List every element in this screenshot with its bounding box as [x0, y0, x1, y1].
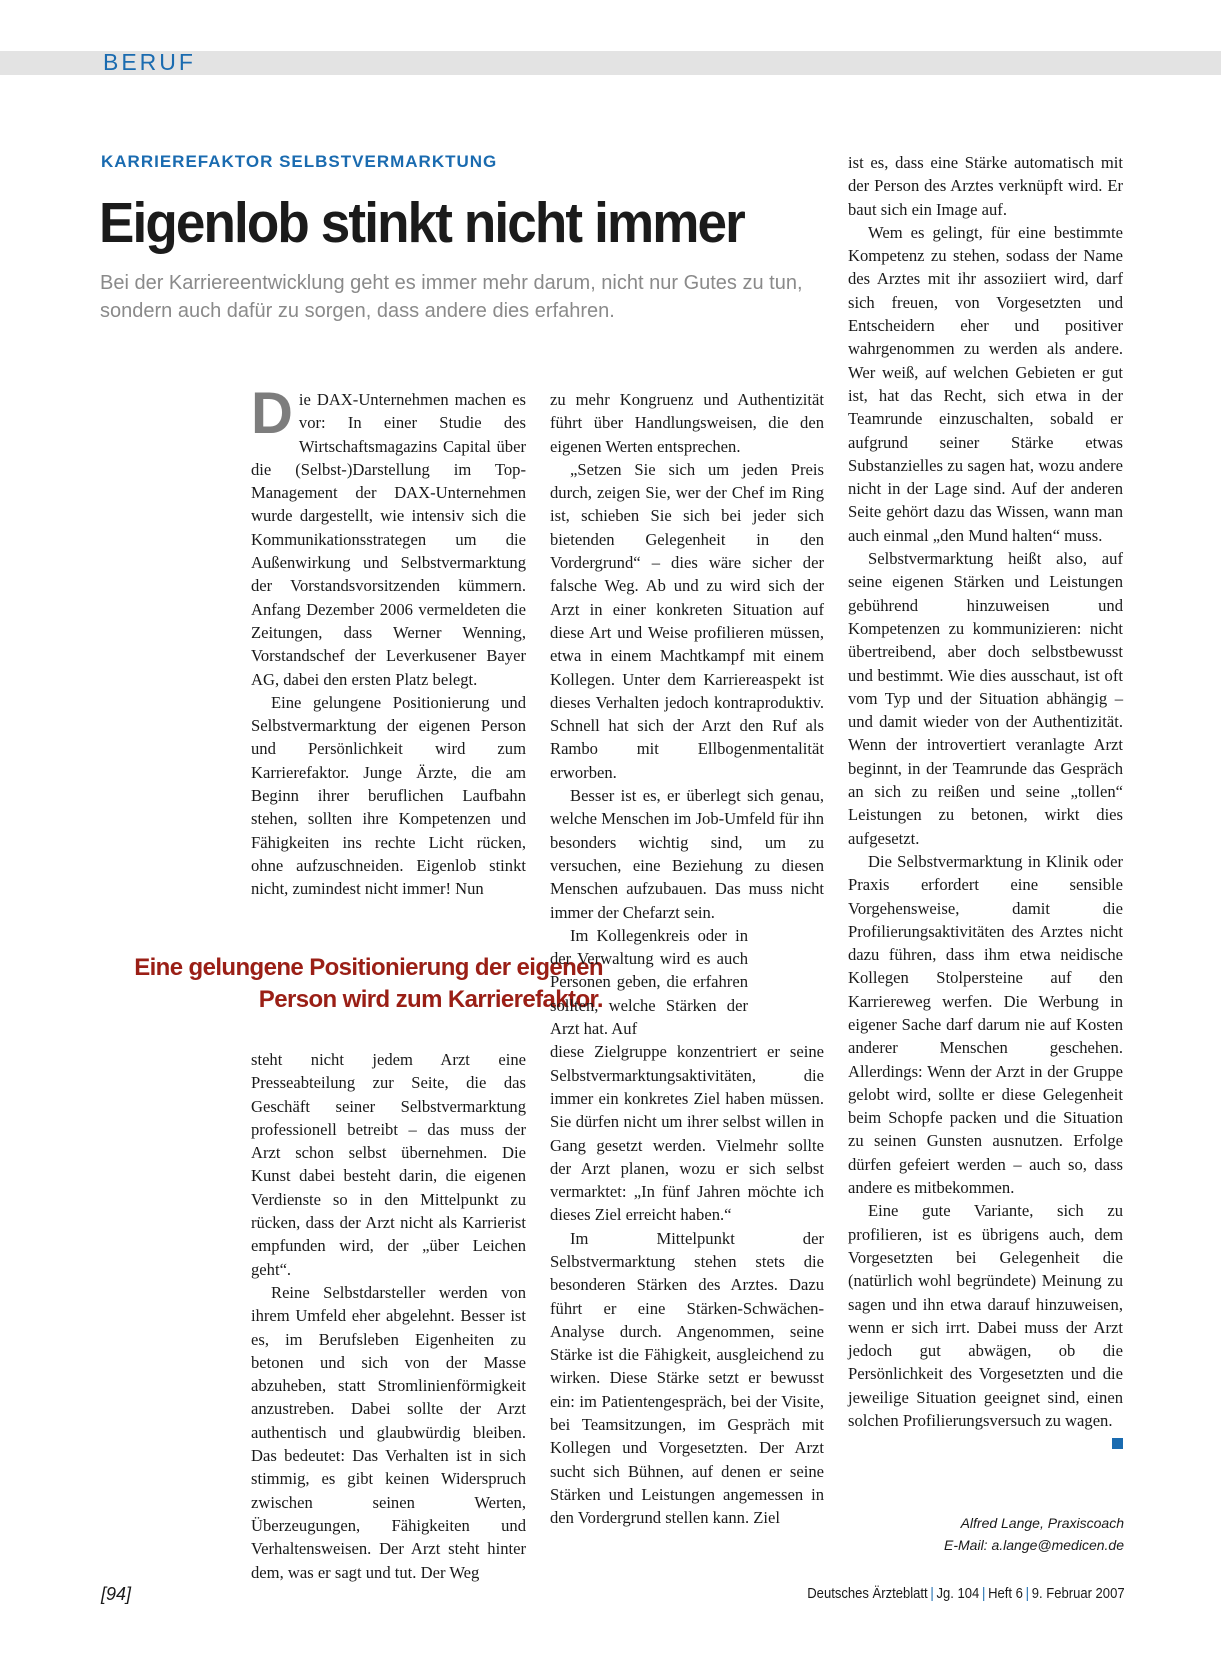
separator: |	[982, 1586, 986, 1602]
volume: Jg. 104	[936, 1586, 980, 1602]
paragraph: Die Selbstvermarktung in Klinik oder Praxis erfordert eine sensible Vorgehensweise, damit die Profilierungsaktivitäten des Arztes nicht dazu führen, dass ihm etwa neidische Kollegen Stolpersteine auf den Karriereweg werfen. Die Werbung in eigener Sache darf darum nie auf Kosten anderer Menschen geschehen. Allerdings: Wenn der Arzt in der Gruppe gelobt wird, sollte er diese Gelegenheit beim Schopfe packen und die Situation zu seinen Gunsten ausnutzen. Erfolge dürfen gefeiert werden – auch so, dass andere es mitbekommen.	[848, 851, 1123, 1198]
author-block	[824, 1512, 1124, 1556]
paragraph: Eine gelungene Positionierung und Selbstvermarktung der eigenen Person und Persönlichkeit wird zum Karrierefaktor. Junge Ärzte, die am Beginn ihrer beruflichen Laufbahn stehen, sollten ihre Kompetenzen und Fähigkeiten ins rechte Licht rücken, ohne aufzuschneiden. Eigenlob stinkt nicht, zumindest nicht immer! Nun	[251, 692, 526, 899]
paragraph: Besser ist es, er überlegt sich genau, welche Menschen im Job-Umfeld für ihn besonders wichtig sind, um zu versuchen, eine Beziehung zu diesen Menschen aufzubauen. Das muss nicht immer der Chefarzt sein.	[550, 786, 824, 922]
column-3	[848, 151, 1123, 1449]
paragraph: „Setzen Sie sich um jeden Preis durch, zeigen Sie, wer der Chef im Ring ist, schieben Sie sich bei jeder sich bietenden Gelegenheit in den Vordergrund“ – dies wäre sicher der falsche Weg. Ab und zu wird sich der Arzt in einer konkreten Situation auf diese Art und Weise profilieren müssen, etwa in einem Machtkampf mit einem Kollegen. Unter dem Karriereaspekt ist dieses Verhalten jedoch kontraproduktiv. Schnell hat sich der Arzt den Ruf als Rambo mit Ellbogenmentalität erworben.	[550, 459, 824, 782]
column-1-bottom	[251, 1048, 526, 1584]
journal-name: Deutsches Ärzteblatt	[807, 1586, 929, 1602]
article-subhead: Bei der Karriereentwicklung geht es immer mehr darum, nicht nur Gutes zu tun, sondern auch dafür zu sorgen, dass andere dies erfahren.	[100, 272, 803, 322]
section-label: BERUF	[103, 49, 196, 75]
paragraph: diese Zielgruppe konzentriert er seine Selbstvermarktungsaktivitäten, die immer ein konkretes Ziel haben müssen. Sie dürfen nicht um ihrer selbst willen in Gang gesetzt werden. Vielmehr sollte der Arzt planen, wozu er sich selbst vermarktet: „In fünf Jahren möchte ich dieses Ziel erreicht haben.“	[550, 1042, 824, 1225]
issue-date: 9. Februar 2007	[1032, 1586, 1125, 1602]
article-headline: Eigenlob stinkt nicht immer	[99, 191, 744, 255]
column-1-top	[251, 381, 526, 901]
drop-cap: D	[251, 381, 293, 446]
paragraph: Wem es gelingt, für eine bestimmte Kompetenz zu stehen, sodass der Name des Arztes mit ihr assoziiert wird, darf sich freuen, von Vorgesetzten und Entscheidern eher und positiver wahrgenommen zu werden als andere. Wer weiß, auf welchen Gebieten er gut ist, hat das Recht, sich etwa in der Teamrunde einzuschalten, sobald er aufgrund seiner Stärke etwas Substanzielles zu sagen hat, wozu andere nicht in der Lage sind. Auf der anderen Seite gehört dazu das Wissen, wann man auch einmal „den Mund halten“ muss.	[848, 222, 1123, 545]
paragraph: Selbstvermarktung heißt also, auf seine eigenen Stärken und Leistungen gebührend hinzuweisen und Kompetenzen zu kommunizieren: nicht übertreibend, aber doch selbstbewusst und bestimmt. Wie dies ausschaut, ist oft vom Typ und der Situation abhängig – und damit wieder von der Authentizität. Wenn der introvertiert veranlagte Arzt beginnt, in der Teamrunde das Gespräch an sich zu reißen und seine „tollen“ Leistungen zu betonen, wirkt dies aufgesetzt.	[848, 549, 1123, 848]
paragraph: Reine Selbstdarsteller werden von ihrem Umfeld eher abgelehnt. Besser ist es, im Berufsleben Eigenheiten zu betonen und sich von der Masse abzuheben, statt Stromlinienförmigkeit anzustreben. Dabei sollte der Arzt authentisch und glaubwürdig bleiben. Das bedeutet: Das Verhalten ist in sich stimmig, es gibt keinen Widerspruch zwischen seinen Werten, Überzeugungen, Fähigkeiten und Verhaltensweisen. Der Arzt steht hinter dem, was er sagt und tut. Der Weg	[251, 1282, 526, 1582]
column-2	[550, 388, 824, 1530]
separator: |	[1026, 1586, 1030, 1602]
paragraph: Im Mittelpunkt der Selbstvermarktung stehen stets die besonderen Stärken des Arztes. Dazu führt er eine Stärken-Schwächen-Analyse durch. Angenommen, seine Stärke ist die Fähigkeit, ausgleichend zu wirken. Diese Stärke setzt er bewusst ein: im Patientengespräch, bei der Visite, bei Teamsitzungen, im Gespräch mit Kollegen und Vorgesetzten. Der Arzt sucht sich Bühnen, auf denen er seine Stärken und Leistungen angemessen in den Vordergrund stellen kann. Ziel	[550, 1228, 824, 1528]
issue: Heft 6	[988, 1586, 1024, 1602]
pull-quote: Eine gelungene Positionierung der eigenen Person wird zum Karrierefaktor.	[134, 954, 603, 1013]
paragraph: Eine gute Variante, sich zu profilieren, ist es übrigens auch, dem Vorgesetzten bei Gelegenheit die (natürlich wohl begründete) Meinung zu sagen und ihn etwa darauf hinzuweisen, wenn er sich irrt. Dabei muss der Arzt jedoch gut abwägen, ob die Persönlichkeit des Vorgesetzten und die jeweilige Situation geeignet sind, einen solchen Profilierungsversuch zu wagen.	[848, 1199, 1123, 1432]
article-kicker: KARRIEREFAKTOR SELBSTVERMARKTUNG	[101, 152, 498, 171]
paragraph: Im Kollegenkreis oder in der Verwaltung wird es auch Personen geben, die erfahren sollten, welche Stärken der Arzt hat. Auf	[550, 925, 748, 1039]
page-number: [94]	[101, 1584, 132, 1604]
paragraph: Die DAX-Unternehmen machen es vor: In einer Studie des Wirtschaftsmagazins Capital über die (Selbst-)Darstellung im Top-Management der DAX-Unternehmen wurde dargestellt, wie intensiv sich die Kommunikationsstrategen um die Außenwirkung und Selbstvermarktung der Vorstandsvorsitzenden kümmern. Anfang Dezember 2006 vermeldeten die Zeitungen, dass Werner Wenning, Vorstandschef der Leverkusener Bayer AG, dabei den ersten Platz belegt.	[251, 381, 526, 689]
author-email: E-Mail: a.lange@medicen.de	[944, 1537, 1124, 1553]
paragraph: ist es, dass eine Stärke automatisch mit der Person des Arztes verknüpft wird. Er baut sich ein Image auf.	[848, 153, 1123, 219]
footer-credit	[808, 1586, 1125, 1602]
paragraph: steht nicht jedem Arzt eine Presseabteilung zur Seite, die das Geschäft seiner Selbstvermarktung professionell betreibt – das muss der Arzt schon selbst übernehmen. Die Kunst dabei besteht darin, die eigenen Verdienste so in den Mittelpunkt zu rücken, dass der Arzt nicht als Karrierist empfunden wird, der „über Leichen geht“.	[251, 1050, 526, 1279]
separator: |	[930, 1586, 935, 1602]
end-mark-icon	[1112, 1438, 1123, 1449]
author-name: Alfred Lange, Praxiscoach	[960, 1515, 1124, 1531]
paragraph: zu mehr Kongruenz und Authentizität führt über Handlungsweisen, die den eigenen Werten entsprechen.	[550, 390, 824, 456]
